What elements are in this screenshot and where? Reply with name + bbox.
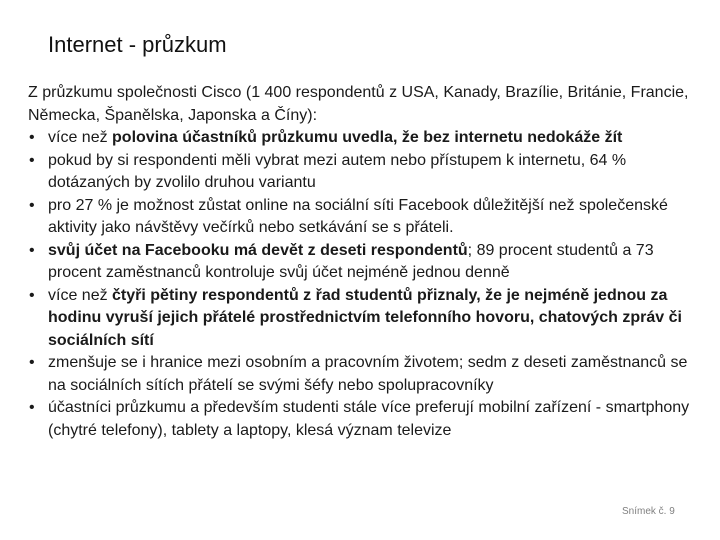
bullet-item: • zmenšuje se i hranice mezi osobním a pracovním životem; sedm z deseti zaměstnanců se na sociálních sítích přátelí se svými šéfy nebo spolupracovníky: [29, 354, 688, 394]
intro-text: Z průzkumu společnosti Cisco (1 400 respondentů z USA, Kanady, Brazílie, Británie, Francie, Německa, Španělska, Japonska a Číny):: [28, 84, 689, 124]
bullet-icon: •: [29, 129, 35, 146]
slide-body: [28, 82, 698, 442]
slide-title: Internet - průzkum: [48, 32, 227, 57]
bullet-icon: •: [29, 399, 35, 416]
bullet-item: • pokud by si respondenti měli vybrat mezi autem nebo přístupem k internetu, 64 % dotázaných by zvolilo druhou variantu: [29, 151, 627, 191]
bullet-icon: •: [29, 196, 35, 214]
bullet-item: • pro 27 % je možnost zůstat online na sociální síti Facebook důležitější než společenské aktivity jako návštěvy večírků nebo setkávání se s přáteli.: [29, 196, 668, 236]
bullet-item: • více než polovina účastníků průzkumu uvedla, že bez internetu nedokáže žít: [28, 127, 698, 150]
bullet-item: • účastníci průzkumu a především studenti stále více preferují mobilní zařízení - smartphony (chytré telefony), tablety a laptopy, klesá význam televize: [29, 399, 690, 439]
bullet-icon: •: [29, 286, 35, 304]
bullet-icon: •: [29, 241, 35, 259]
bullet-icon: •: [29, 354, 35, 371]
bullet-item: • více než čtyři pětiny respondentů z řad studentů přiznaly, že je nejméně jednou za hodinu vyruší jejich přátelé prostřednictvím telefonního hovoru, chatových zpráv či sociálních sítí: [29, 286, 682, 349]
bullet-item: • svůj účet na Facebooku má devět z deseti respondentů; 89 procent studentů a 73 procent zaměstnanců kontroluje svůj účet nejméně jednou denně: [29, 241, 654, 281]
bullet-list: [28, 127, 698, 442]
slide-number: Snímek č. 9: [622, 506, 675, 517]
bullet-icon: •: [29, 151, 35, 169]
